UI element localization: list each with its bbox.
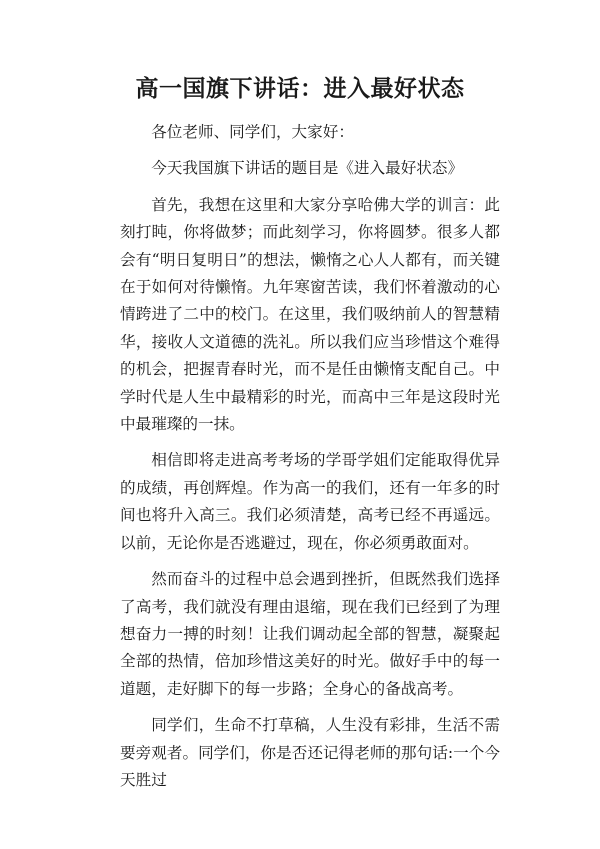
paragraph-second: 相信即将走进高考考场的学哥学姐们定能取得优异的成绩，再创辉煌。作为高一的我们，还有一年多的时间也将升入高三。我们必须清楚，高考已经不再遥远。以前，无论你是否逃避过，现在，你必须勇敢面对。 <box>120 451 500 552</box>
paragraph-third: 然而奋斗的过程中总会遇到挫折，但既然我们选择了高考，我们就没有理由退缩，现在我们已经到了为理想奋力一搏的时刻！让我们调动起全部的智慧，凝聚起全部的热情，倍加珍惜这美好的时光。做好手中的每一道题，走好脚下的每一步路；全身心的备战高考。 <box>120 570 500 698</box>
paragraph-first: 首先，我想在这里和大家分享哈佛大学的训言：此刻打盹，你将做梦；而此刻学习，你将圆梦。很多人都会有“明日复明日”的想法，懒惰之心人人都有，而关键在于如何对待懒惰。九年寒窗苦读，我们怀着激动的心情跨进了二中的校门。在这里，我们吸纳前人的智慧精华，接收人文道德的洗礼。所以我们应当珍惜这个难得的机会，把握青春时光，而不是任由懒惰支配自己。中学时代是人生中最精彩的时光，而高中三年是这段时光中最璀璨的一抹。 <box>120 195 500 434</box>
document-title: 高一国旗下讲话：进入最好状态 <box>135 75 465 102</box>
paragraph-topic: 今天我国旗下讲话的题目是《进入最好状态》 <box>151 159 464 178</box>
paragraph-fourth: 同学们，生命不打草稿，人生没有彩排，生活不需要旁观者。同学们，你是否还记得老师的那句话:一个今天胜过 <box>120 716 500 789</box>
document-body <box>120 119 500 794</box>
paragraph-greeting: 各位老师、同学们，大家好： <box>151 123 354 141</box>
